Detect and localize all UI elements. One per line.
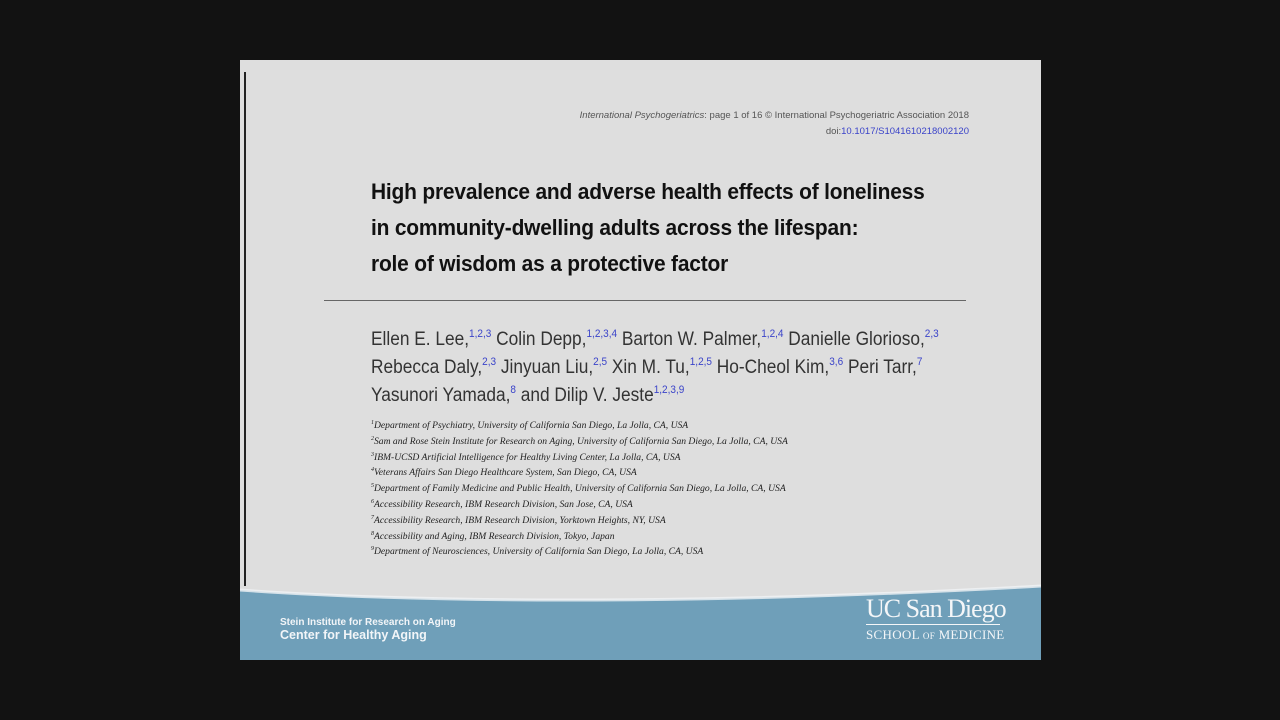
affiliation-number: 4	[371, 467, 374, 474]
affiliation-text: Accessibility Research, IBM Research Division, San Jose, CA, USA	[374, 498, 633, 510]
author-affiliation-ref[interactable]: 1,2,3,9	[653, 384, 685, 396]
title-line-2: in community-dwelling adults across the lifespan:	[371, 215, 859, 240]
title-divider	[324, 300, 966, 301]
journal-name: International Psychogeriatrics	[579, 110, 705, 121]
title-line-1: High prevalence and adverse health effects of loneliness	[371, 179, 925, 204]
affiliation-text: Accessibility and Aging, IBM Research Division, Tokyo, Japan	[374, 530, 615, 542]
author-line-3	[371, 382, 953, 410]
affiliation-number: 7	[371, 514, 374, 521]
journal-line	[580, 108, 969, 124]
affiliation-item	[371, 544, 891, 560]
affiliation-item	[371, 529, 891, 545]
logo-school-word: SCHOOL	[866, 627, 920, 642]
doi-prefix: doi:	[825, 126, 842, 137]
author-name: Rebecca Daly,	[371, 357, 483, 378]
ucsd-logo-school	[866, 627, 1006, 643]
institute-name	[280, 616, 456, 642]
affiliation-item	[371, 465, 891, 481]
author-affiliation-ref[interactable]: 7	[916, 356, 923, 368]
author-affiliation-ref[interactable]: 1,2,3	[469, 328, 492, 340]
affiliation-number: 3	[371, 451, 374, 458]
ucsd-logo	[866, 595, 1006, 643]
doi-link[interactable]: 10.1017/S1041610218002120	[841, 126, 969, 137]
author-affiliation-ref[interactable]: 2,3	[924, 328, 939, 340]
affiliation-item	[371, 434, 891, 450]
logo-of-word: OF	[922, 631, 935, 641]
institute-line-2: Center for Healthy Aging	[280, 628, 427, 642]
doi-line	[580, 124, 969, 140]
author-name: Colin Depp,	[496, 329, 587, 350]
affiliation-item	[371, 418, 891, 434]
ucsd-logo-rule	[866, 624, 1000, 625]
author-name: Ellen E. Lee,	[371, 329, 470, 350]
affiliation-text: Department of Psychiatry, University of California San Diego, La Jolla, CA, USA	[374, 420, 689, 431]
author-affiliation-ref[interactable]: 2,5	[593, 356, 608, 368]
affiliation-text: Department of Neurosciences, University of California San Diego, La Jolla, CA, USA	[374, 546, 704, 558]
affiliation-number: 6	[371, 498, 374, 505]
journal-page-info: : page 1 of 16 © International Psychogeriatric Association 2018	[704, 110, 969, 121]
author-name: Xin M. Tu,	[611, 357, 690, 378]
title-line-3: role of wisdom as a protective factor	[371, 251, 729, 276]
affiliation-item	[371, 513, 891, 529]
author-name: Jinyuan Liu,	[500, 357, 594, 378]
affiliation-number: 8	[371, 530, 374, 537]
author-affiliation-ref[interactable]: 2,3	[482, 356, 497, 368]
affiliation-text: Veterans Affairs San Diego Healthcare System, San Diego, CA, USA	[374, 467, 637, 479]
author-affiliation-ref[interactable]: 1,2,4	[761, 328, 784, 340]
affiliation-number: 1	[371, 420, 374, 426]
affiliation-number: 2	[371, 435, 374, 442]
author-name: Ho-Cheol Kim,	[716, 357, 830, 378]
affiliation-text: Sam and Rose Stein Institute for Research on Aging, University of California San Diego, La Jolla, CA, USA	[374, 435, 788, 447]
author-name: Danielle Glorioso,	[788, 329, 925, 350]
affiliation-item	[371, 481, 891, 497]
affiliation-list	[371, 418, 891, 560]
author-line-1	[371, 326, 953, 354]
affiliation-item	[371, 450, 891, 466]
logo-medicine-word: MEDICINE	[938, 627, 1005, 642]
journal-citation	[580, 108, 969, 140]
author-name: Peri Tarr,	[847, 357, 917, 378]
author-affiliation-ref[interactable]: 3,6	[829, 356, 844, 368]
left-vertical-rule	[244, 72, 246, 586]
author-name: Barton W. Palmer,	[621, 329, 762, 350]
author-line-2	[371, 354, 953, 382]
author-name: Yasunori Yamada,	[371, 385, 511, 406]
author-affiliation-ref[interactable]: 8	[510, 384, 516, 396]
author-list	[371, 326, 953, 410]
author-affiliation-ref[interactable]: 1,2,5	[689, 356, 712, 368]
paper-title	[371, 174, 966, 282]
affiliation-item	[371, 497, 891, 513]
affiliation-text: IBM-UCSD Artificial Intelligence for Healthy Living Center, La Jolla, CA, USA	[374, 451, 681, 463]
affiliation-number: 9	[371, 546, 374, 553]
affiliation-text: Accessibility Research, IBM Research Division, Yorktown Heights, NY, USA	[374, 514, 666, 526]
institute-line-1: Stein Institute for Research on Aging	[280, 617, 456, 628]
ucsd-logo-title: UC San Diego	[866, 594, 1006, 623]
affiliation-number: 5	[371, 483, 374, 490]
author-affiliation-ref[interactable]: 1,2,3,4	[586, 328, 618, 340]
author-name: and Dilip V. Jeste	[520, 385, 654, 406]
presentation-slide	[240, 60, 1041, 660]
affiliation-text: Department of Family Medicine and Public Health, University of California San Diego, La Jolla, CA, USA	[374, 483, 786, 495]
